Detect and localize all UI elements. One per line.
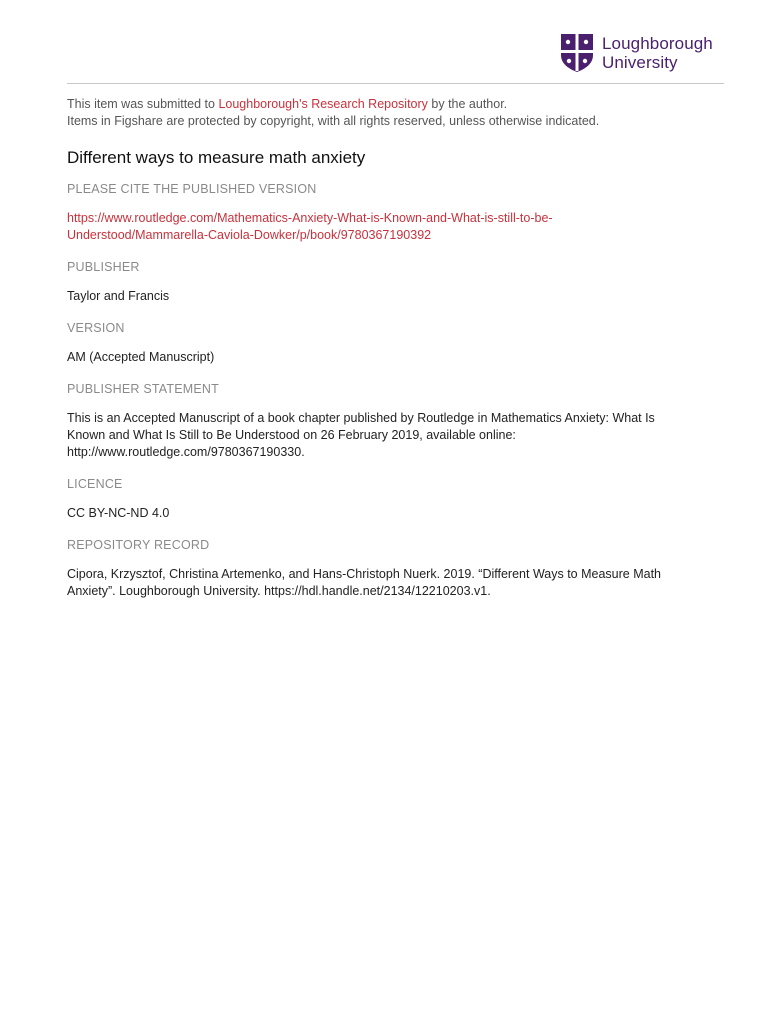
repository-notice — [67, 96, 717, 130]
document-body — [67, 96, 717, 600]
logo-line-2: University — [602, 53, 678, 72]
statement-line-3: http://www.routledge.com/9780367190330. — [67, 445, 305, 459]
statement-line-2: Known and What Is Still to Be Understood on 26 February 2019, available online: — [67, 428, 516, 442]
licence-label: LICENCE — [67, 477, 123, 491]
notice-suffix: by the author. — [427, 97, 508, 111]
publisher-statement-text — [67, 410, 717, 461]
publisher-statement-label: PUBLISHER STATEMENT — [67, 382, 219, 396]
university-crest-icon — [560, 33, 594, 73]
university-logo — [560, 33, 713, 73]
publisher-value: Taylor and Francis — [67, 289, 170, 303]
record-line-1: Cipora, Krzysztof, Christina Artemenko, and Hans-Christoph Nuerk. 2019. “Different Ways to Measure Math — [67, 567, 661, 581]
header-divider — [67, 83, 724, 84]
notice-line-2: Items in Figshare are protected by copyright, with all rights reserved, unless otherwise indicated. — [67, 114, 600, 128]
notice-line-1 — [67, 96, 717, 113]
repository-record-label: REPOSITORY RECORD — [67, 538, 210, 552]
cite-link[interactable] — [67, 210, 717, 244]
statement-line-1: This is an Accepted Manuscript of a book chapter published by Routledge in Mathematics Anxiety: What Is — [67, 411, 655, 425]
logo-wordmark — [602, 34, 713, 72]
version-label: VERSION — [67, 321, 125, 335]
cite-label: PLEASE CITE THE PUBLISHED VERSION — [67, 182, 317, 196]
cite-link-line-2: Understood/Mammarella-Caviola-Dowker/p/book/9780367190392 — [67, 228, 432, 242]
publisher-label: PUBLISHER — [67, 260, 140, 274]
logo-line-1: Loughborough — [602, 34, 713, 53]
repository-record-text — [67, 566, 717, 600]
repository-link[interactable]: Loughborough's Research Repository — [218, 97, 428, 111]
cite-link-line-1: https://www.routledge.com/Mathematics-Anxiety-What-is-Known-and-What-is-still-to-be- — [67, 211, 553, 225]
item-title: Different ways to measure math anxiety — [67, 148, 366, 167]
version-value: AM (Accepted Manuscript) — [67, 350, 215, 364]
record-line-2: Anxiety”. Loughborough University. https://hdl.handle.net/2134/12210203.v1. — [67, 584, 491, 598]
cite-link-block[interactable] — [67, 210, 717, 244]
notice-prefix: This item was submitted to — [67, 97, 219, 111]
licence-value: CC BY-NC-ND 4.0 — [67, 506, 170, 520]
